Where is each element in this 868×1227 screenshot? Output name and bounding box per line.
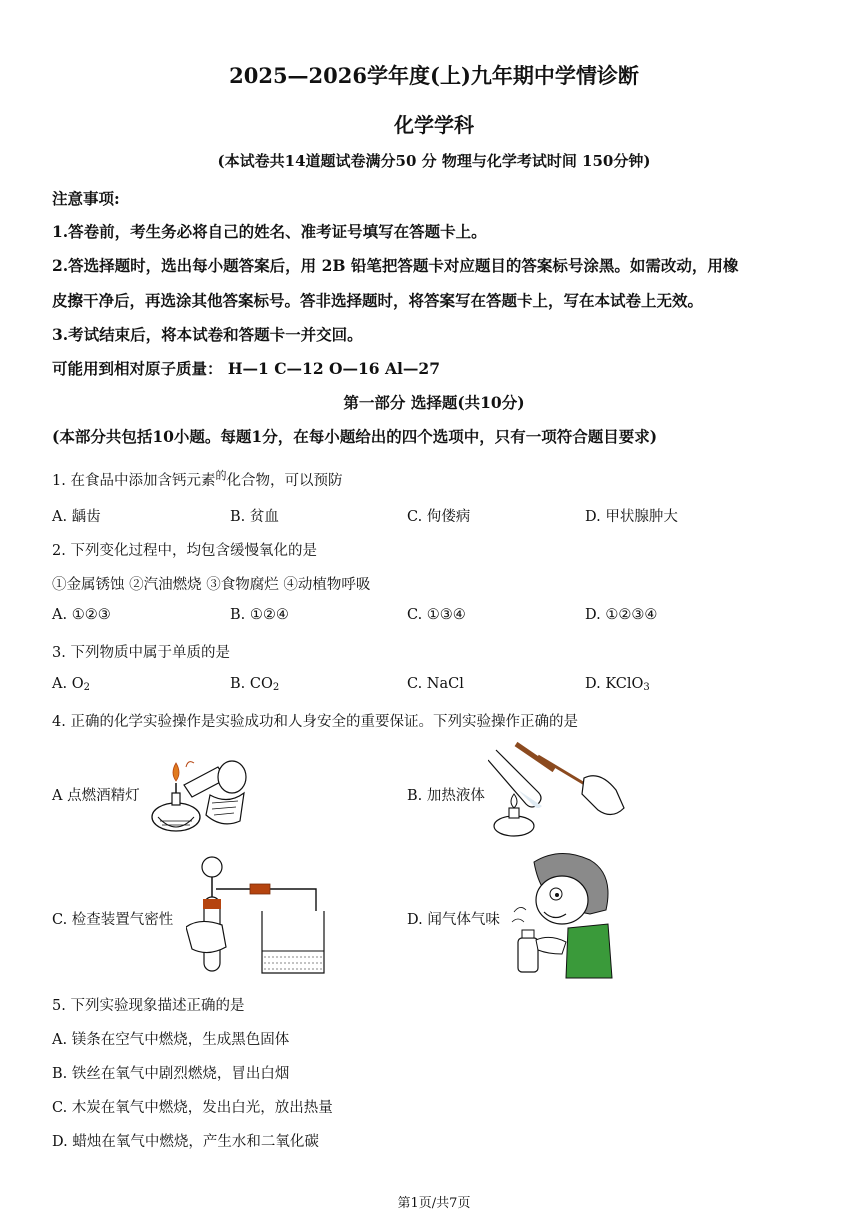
q2-option-d: D. ①②③④ — [585, 607, 658, 623]
q1-option-d: D. 甲状腺肿大 — [585, 509, 678, 525]
q4-option-a: A 点燃酒精灯 — [52, 788, 140, 804]
q1-option-c: C. 佝偻病 — [407, 509, 471, 525]
notice-item-2-cont: 皮擦干净后，再选涂其他答案标号。答非选择题时，将答案写在答题卡上，写在本试卷上无效。 — [52, 291, 704, 310]
notice-item-3: 3.考试结束后，将本试卷和答题卡一并交回。 — [52, 325, 363, 344]
q3-option-b: B. $CO_2$ — [230, 676, 280, 693]
q5-option-c: C. 木炭在氧气中燃烧，发出白光，放出热量 — [52, 1100, 333, 1116]
heating-liquid-figure — [488, 740, 626, 840]
atomic-mass-line: 可能用到相对原子质量： H—1 C—12 O—16 Al—27 — [52, 359, 440, 378]
q2-option-b: B. ①②④ — [230, 607, 289, 623]
notice-item-1: 1.答卷前，考生务必将自己的姓名、准考证号填写在答题卡上。 — [52, 222, 487, 241]
q1-stem: 1. 在食品中添加含钙元素$^的$化合物，可以预防 — [52, 469, 343, 489]
exam-title: 2025—2026学年度(上)九年期中学情诊断 — [229, 63, 639, 88]
q3-option-a: A. $O_2$ — [52, 676, 90, 693]
q4-option-b: B. 加热液体 — [407, 788, 485, 804]
smelling-gas-figure — [510, 850, 616, 980]
q3-option-c: C. NaCl — [407, 676, 464, 692]
q1-option-b: B. 贫血 — [230, 509, 279, 525]
q2-option-a: A. ①②③ — [52, 607, 111, 623]
notice-item-2: 2.答选择题时，选出每小题答案后，用 2B 铅笔把答题卡对应题目的答案标号涂黑。如需改动，用橡 — [52, 256, 739, 275]
q4-option-d: D. 闻气体气味 — [407, 912, 500, 928]
q2-option-c: C. ①③④ — [407, 607, 466, 623]
alcohol-lamp-lighting-figure — [148, 745, 250, 837]
q5-stem: 5. 下列实验现象描述正确的是 — [52, 998, 245, 1014]
q3-option-d: D. KClO$_3$ — [585, 676, 650, 693]
q5-option-d: D. 蜡烛在氧气中燃烧，产生水和二氧化碳 — [52, 1134, 319, 1150]
q4-stem: 4. 正确的化学实验操作是实验成功和人身安全的重要保证。下列实验操作正确的是 — [52, 714, 578, 730]
page-number: 第1页/共7页 — [397, 1196, 471, 1211]
q1-option-a: A. 龋齿 — [52, 509, 101, 525]
part1-heading: 第一部分 选择题(共10分) — [343, 393, 525, 412]
subject-title: 化学学科 — [394, 113, 474, 137]
notice-heading: 注意事项: — [52, 189, 120, 208]
q5-option-a: A. 镁条在空气中燃烧，生成黑色固体 — [52, 1032, 290, 1048]
airtightness-check-figure — [186, 853, 326, 979]
part1-description: (本部分共包括10小题。每题1分，在每小题给出的四个选项中，只有一项符合题目要求) — [52, 427, 658, 446]
exam-info: (本试卷共14道题试卷满分50 分 物理与化学考试时间 150分钟) — [217, 152, 651, 170]
q5-option-b: B. 铁丝在氧气中剧烈燃烧，冒出白烟 — [52, 1066, 290, 1082]
q4-option-c: C. 检查装置气密性 — [52, 912, 174, 928]
q2-stem: 2. 下列变化过程中，均包含缓慢氧化的是 — [52, 543, 317, 559]
q3-stem: 3. 下列物质中属于单质的是 — [52, 645, 230, 661]
q2-items: ①金属锈蚀 ②汽油燃烧 ③食物腐烂 ④动植物呼吸 — [52, 577, 371, 593]
